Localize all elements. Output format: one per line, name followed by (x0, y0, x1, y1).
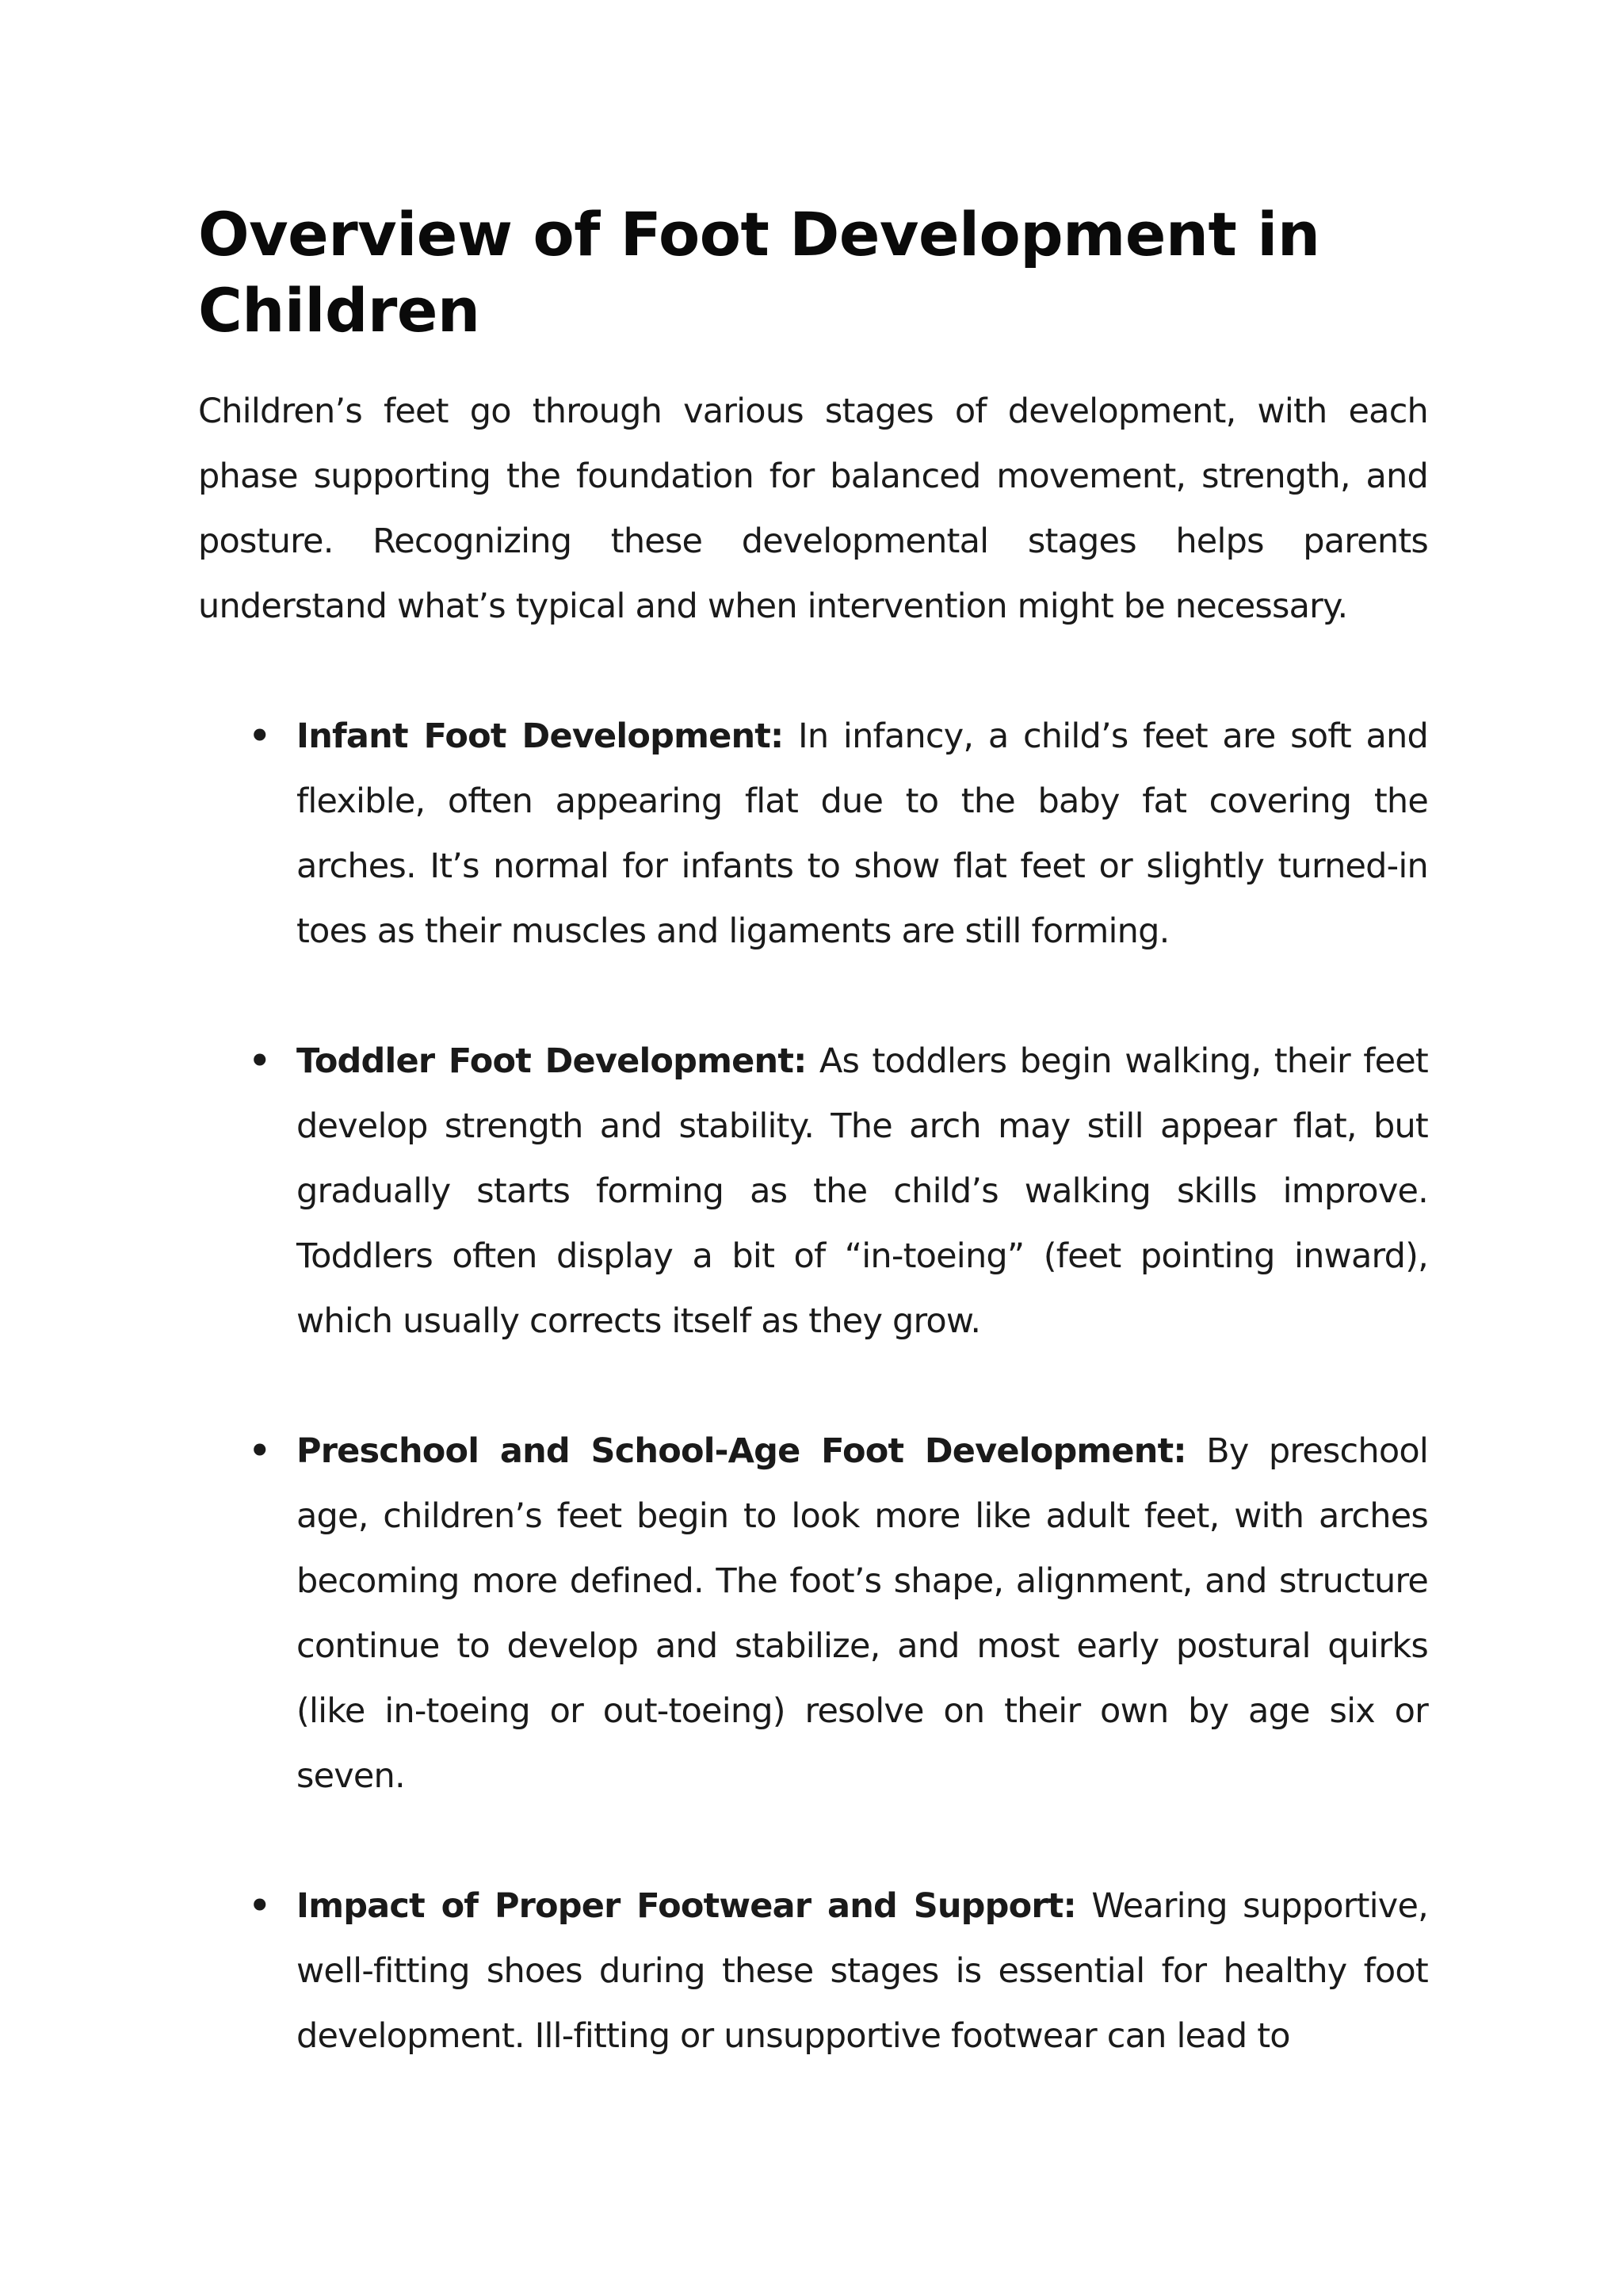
list-item-term: Preschool and School-Age Foot Development: (296, 1431, 1186, 1471)
list-item-text: By preschool age, children’s feet begin to look more like adult feet, with arches becoming more defined. The foot’s shape, alignment, and structure continue to develop and stabilize, and most early postural quirks (like in-toeing or out-toeing) resolve on their own by age six or seven. (296, 1431, 1428, 1796)
intro-paragraph: Children’s feet go through various stages of development, with each phase supporting the foundation for balanced movement, strength, and posture. Recognizing these developmental stages helps parents understand what’s typical and when intervention might be necessary. (198, 392, 1428, 626)
development-stages-list (198, 704, 1428, 2069)
bullet-icon: • (249, 1431, 270, 1471)
list-item-text: In infancy, a child’s feet are soft and flexible, often appearing flat due to the baby fat covering the arches. It’s normal for infants to show flat feet or slightly turned-in toes as their muscles and ligaments are still forming. (296, 716, 1428, 951)
list-item (198, 1419, 1428, 1809)
list-item-text: As toddlers begin walking, their feet develop strength and stability. The arch may still appear flat, but gradually starts forming as the child’s walking skills improve. Toddlers often display a bit of “in-toeing” (feet pointing inward), which usually corrects itself as they grow. (296, 1041, 1428, 1341)
bullet-icon: • (249, 1886, 270, 1926)
list-item-term: Toddler Foot Development: (296, 1041, 807, 1081)
bullet-icon: • (249, 1041, 270, 1081)
list-item (198, 1874, 1428, 2069)
list-item-term: Impact of Proper Footwear and Support: (296, 1886, 1076, 1926)
list-item (198, 704, 1428, 964)
document-page (198, 197, 1428, 2134)
list-item-text: Wearing supportive, well-fitting shoes during these stages is essential for healthy foot development. Ill-fitting or unsupportive footwear can lead to (296, 1886, 1428, 2056)
page-title: Overview of Foot Development in Children (198, 199, 1320, 346)
list-item-term: Infant Foot Development: (296, 716, 784, 756)
list-item (198, 1029, 1428, 1354)
bullet-icon: • (249, 716, 270, 756)
